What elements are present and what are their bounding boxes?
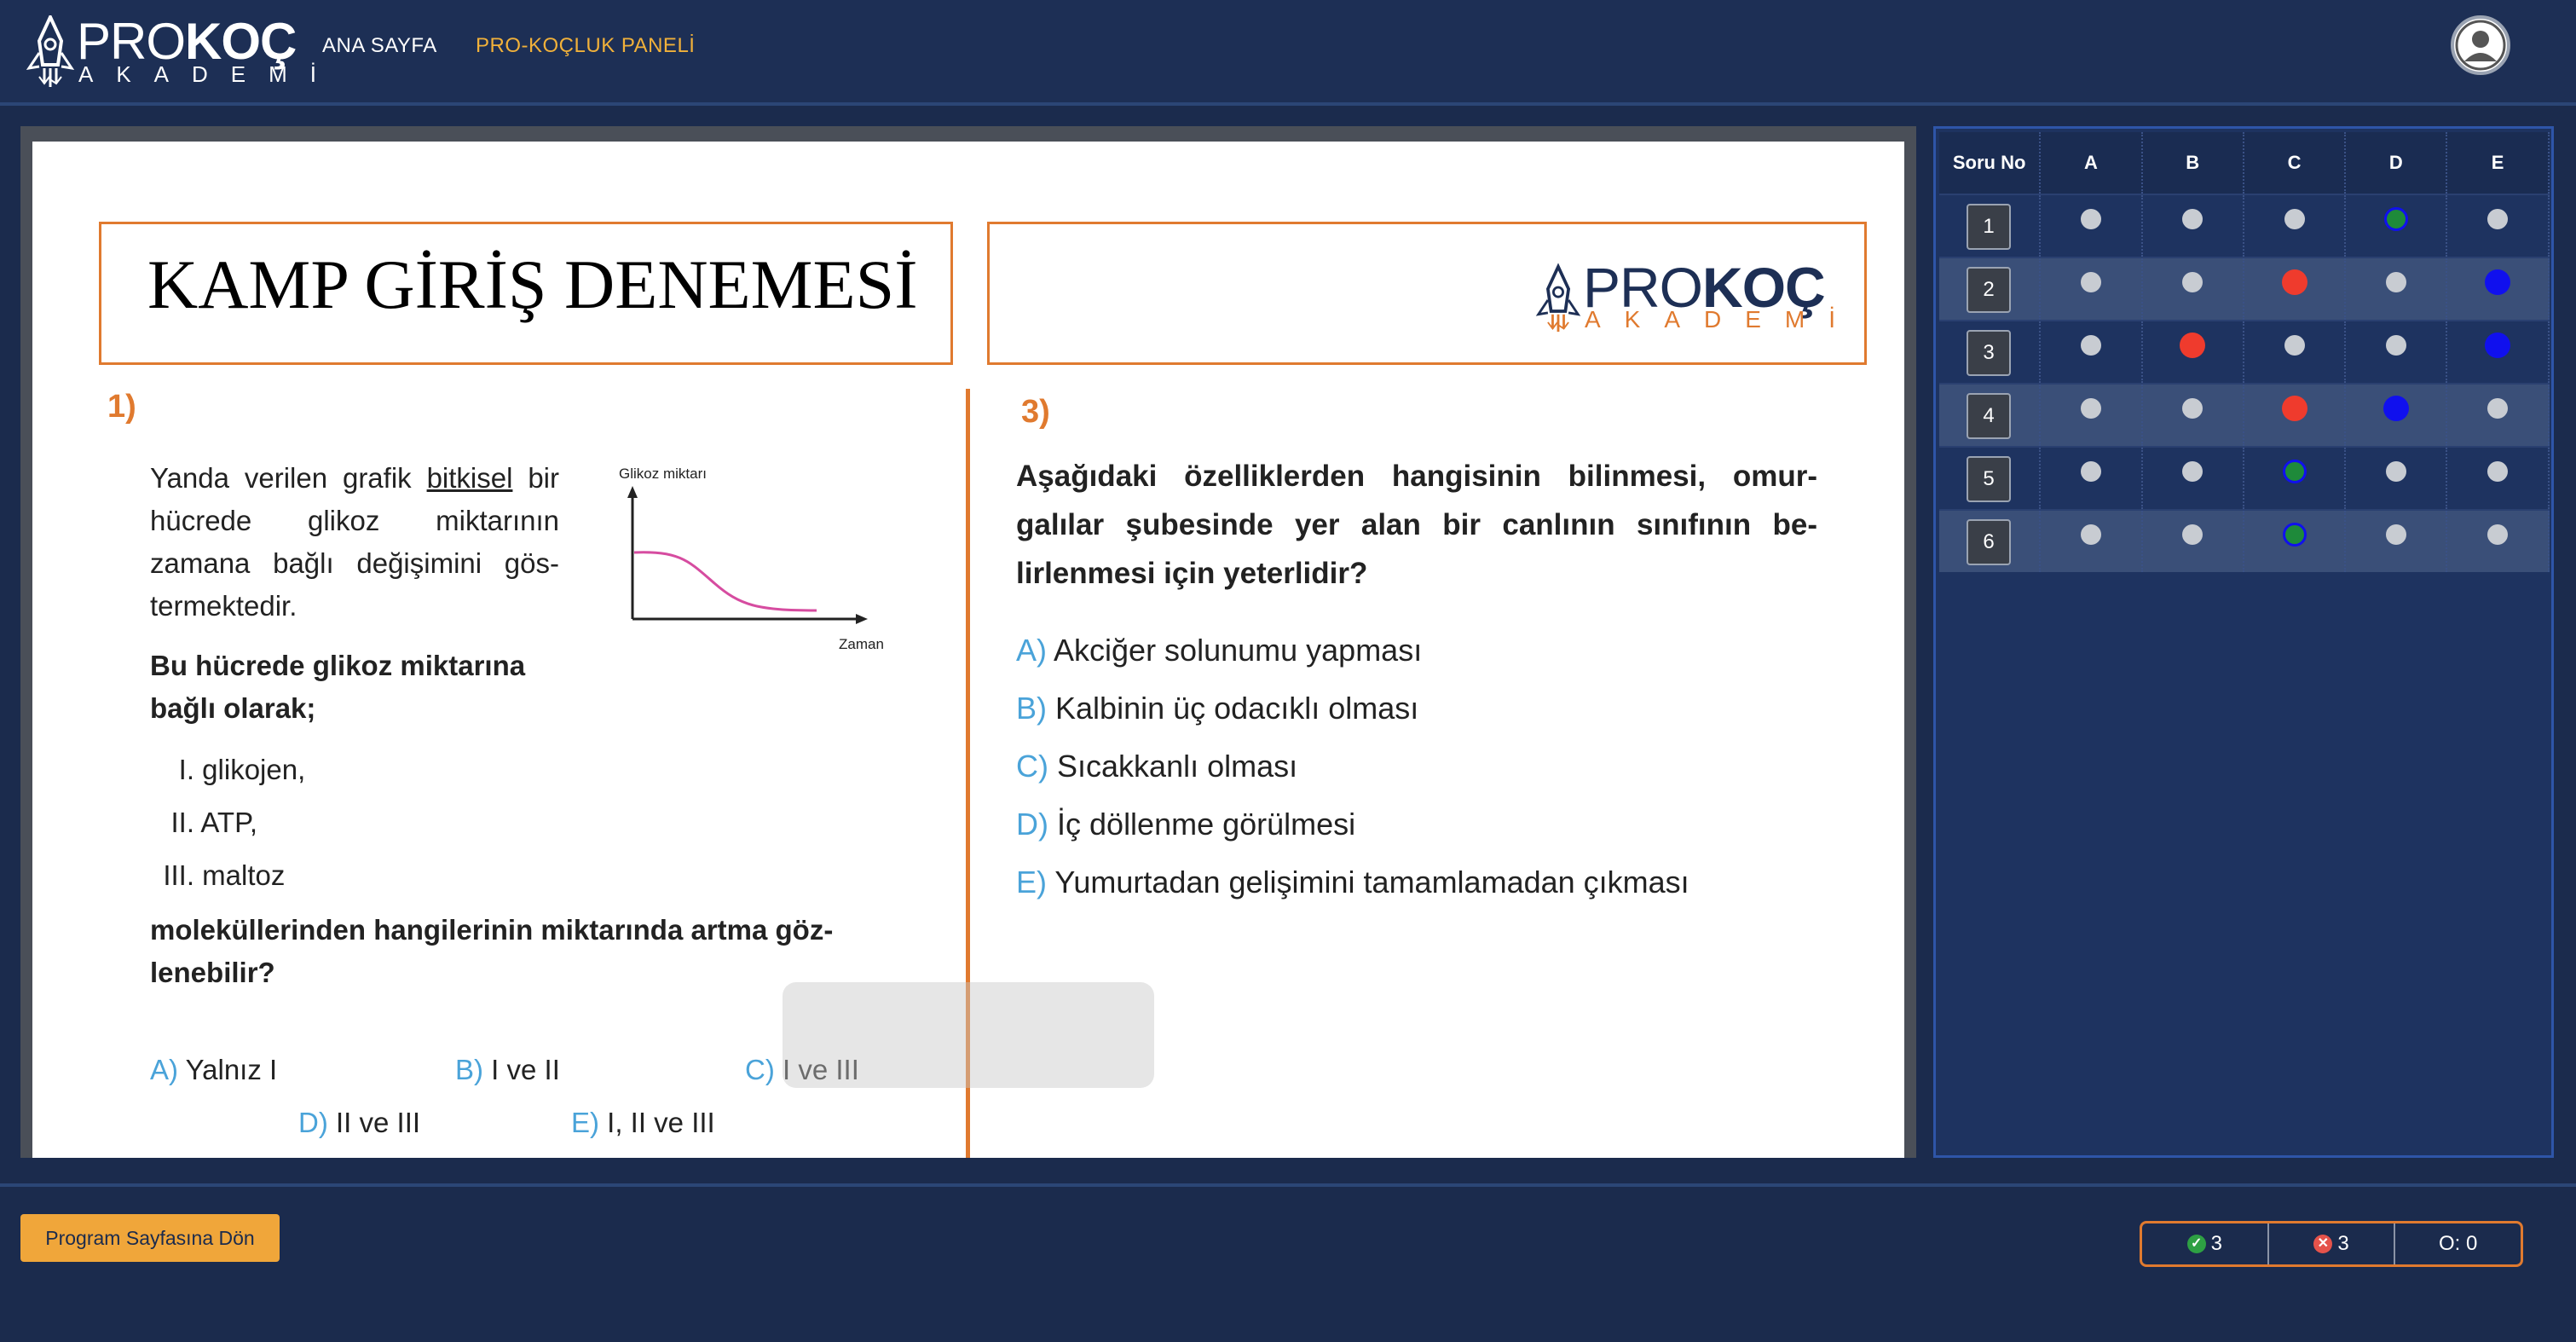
question-number-button[interactable]: 2 (1967, 267, 2011, 313)
user-icon (2454, 19, 2507, 72)
graph-y-arrow (627, 486, 638, 498)
graph-plot (586, 466, 893, 636)
answer-cell-c[interactable] (2244, 321, 2346, 383)
answer-bubble-empty[interactable] (2284, 209, 2305, 229)
answer-bubble-empty[interactable] (2081, 461, 2101, 482)
answer-bubble-empty[interactable] (2182, 209, 2203, 229)
question-1-stem: Bu hücrede glikoz miktarına bağlı olarak; (150, 650, 526, 724)
document-viewer[interactable] (20, 126, 1916, 1158)
answer-cell-b[interactable] (2143, 195, 2244, 257)
answer-bubble-red[interactable] (2282, 269, 2307, 295)
answer-cell-e[interactable] (2447, 385, 2549, 446)
question-1-option-c: C) I ve III (745, 1054, 859, 1085)
answer-bubble-empty[interactable] (2081, 335, 2101, 356)
answer-cell-c[interactable] (2244, 448, 2346, 509)
question-number-cell (1939, 195, 2041, 257)
answer-bubble-blue[interactable] (2485, 269, 2510, 295)
exam-logo-subtitle: AKADEMİ (1585, 306, 1860, 333)
answer-cell-e[interactable] (2447, 258, 2549, 320)
answer-bubble-empty[interactable] (2386, 524, 2406, 545)
top-bar (0, 0, 2576, 102)
back-to-program-button[interactable]: Program Sayfasına Dön (20, 1214, 280, 1262)
answer-bubble-empty[interactable] (2386, 335, 2406, 356)
answer-row-5 (1939, 446, 2550, 509)
answer-cell-e[interactable] (2447, 448, 2549, 509)
answer-cell-d[interactable] (2346, 195, 2447, 257)
answer-cell-b[interactable] (2143, 511, 2244, 572)
answer-cell-b[interactable] (2143, 385, 2244, 446)
answer-bubble-empty[interactable] (2081, 524, 2101, 545)
answer-bubble-blue[interactable] (2383, 396, 2409, 421)
answer-cell-e[interactable] (2447, 511, 2549, 572)
answer-bubble-empty[interactable] (2081, 398, 2101, 419)
question-1-item: I. glikojen, II. ATP, III. maltoz (163, 754, 306, 891)
nav-pro-kocluk-paneli[interactable]: PRO-KOÇLUK PANELİ (476, 34, 696, 57)
answer-cell-d[interactable] (2346, 511, 2447, 572)
answer-grid-header (1939, 132, 2550, 194)
page-toolbar-overlay (783, 982, 1154, 1088)
x-circle-icon: ✕ (2313, 1235, 2332, 1253)
question-number-cell (1939, 321, 2041, 383)
header-choice-c: C (2244, 132, 2346, 194)
answer-bubble-empty[interactable] (2182, 398, 2203, 419)
header-choice-a: A (2041, 132, 2142, 194)
answer-bubble-green[interactable] (2384, 207, 2408, 231)
answer-cell-e[interactable] (2447, 321, 2549, 383)
answer-bubble-empty[interactable] (2487, 398, 2508, 419)
empty-count: O: 0 (2439, 1232, 2478, 1255)
header-soru-no: Soru No (1939, 132, 2041, 194)
question-number-cell (1939, 258, 2041, 320)
question-1-option-b: B) I ve II (455, 1054, 560, 1085)
logo-subtitle: AKADEMİ (78, 61, 340, 87)
answer-cell-a[interactable] (2041, 195, 2142, 257)
answer-bubble-empty[interactable] (2487, 524, 2508, 545)
answer-cell-c[interactable] (2244, 511, 2346, 572)
answer-bubble-empty[interactable] (2386, 272, 2406, 292)
answer-cell-d[interactable] (2346, 321, 2447, 383)
logo-wordmark: PROKOÇ (77, 13, 297, 70)
answer-cell-a[interactable] (2041, 448, 2142, 509)
answer-cell-a[interactable] (2041, 511, 2142, 572)
check-circle-icon: ✓ (2187, 1235, 2206, 1253)
header-choice-b: B (2143, 132, 2244, 194)
answer-row-4 (1939, 383, 2550, 446)
answer-bubble-green[interactable] (2283, 460, 2307, 483)
graph-curve (634, 552, 817, 610)
answer-cell-c[interactable] (2244, 195, 2346, 257)
exam-title-box (99, 222, 953, 365)
wrong-count: ✕ 3 (2269, 1223, 2396, 1264)
answer-row-6 (1939, 509, 2550, 572)
question-number-cell (1939, 385, 2041, 446)
question-number-button[interactable]: 4 (1967, 393, 2011, 439)
graph-x-arrow (856, 614, 868, 624)
answer-cell-b[interactable] (2143, 321, 2244, 383)
graph-y-label: Glikoz miktarı (619, 466, 707, 482)
answer-cell-d[interactable] (2346, 385, 2447, 446)
exam-page (32, 142, 1904, 1158)
glucose-graph (586, 466, 893, 653)
answer-rows (1939, 194, 2550, 572)
question-3-option-c: C) Sıcakkanlı olması (1016, 749, 1298, 784)
question-1-option-e: E) I, II ve III (571, 1107, 715, 1138)
answer-bubble-red[interactable] (2282, 396, 2307, 421)
answer-row-2 (1939, 257, 2550, 320)
question-number-button[interactable]: 3 (1967, 330, 2011, 376)
question-1-question: moleküllerinden hangilerinin miktarında artma gözlenebilir? (150, 914, 834, 988)
rocket-icon (26, 15, 75, 89)
exam-logo (1535, 255, 1859, 340)
question-1-intro: Yanda verilen grafik bitkisel bir hücrede glikoz miktarının zamana bağlı değişimini göstermektedir. (150, 462, 560, 622)
question-1-number: 1) (107, 389, 136, 425)
answer-bubble-empty[interactable] (2182, 461, 2203, 482)
answer-bubble-empty[interactable] (2487, 461, 2508, 482)
answer-cell-b[interactable] (2143, 448, 2244, 509)
answer-cell-d[interactable] (2346, 258, 2447, 320)
answer-bubble-blue[interactable] (2485, 333, 2510, 358)
question-3-option-a: A) Akciğer solunumu yapması (1016, 633, 1423, 668)
question-1-option-d: D) II ve III (298, 1107, 421, 1138)
answer-cell-e[interactable] (2447, 195, 2549, 257)
answer-bubble-green[interactable] (2283, 523, 2307, 547)
user-avatar[interactable] (2451, 15, 2510, 75)
question-number-button[interactable]: 1 (1967, 204, 2011, 250)
answer-cell-b[interactable] (2143, 258, 2244, 320)
answer-cell-c[interactable] (2244, 385, 2346, 446)
exam-logo-wordmark: PROKOÇ (1583, 256, 1825, 319)
question-3-option-d: D) İç döllenme görülmesi (1016, 807, 1356, 842)
answer-row-3 (1939, 320, 2550, 383)
question-3-option-b: B) Kalbinin üç odacıklı olması (1016, 691, 1419, 726)
answer-cell-a[interactable] (2041, 321, 2142, 383)
answer-bubble-empty[interactable] (2386, 461, 2406, 482)
answer-bubble-empty[interactable] (2487, 209, 2508, 229)
exam-logo-box (987, 222, 1867, 365)
score-summary (2140, 1221, 2523, 1267)
answer-row-1 (1939, 194, 2550, 257)
answer-bubble-empty[interactable] (2284, 335, 2305, 356)
nav-ana-sayfa[interactable]: ANA SAYFA (322, 34, 437, 57)
header-divider (0, 102, 2576, 106)
answer-bubble-empty[interactable] (2081, 272, 2101, 292)
answer-bubble-red[interactable] (2180, 333, 2205, 358)
answer-bubble-empty[interactable] (2182, 524, 2203, 545)
rocket-icon (1535, 258, 1581, 340)
answer-cell-d[interactable] (2346, 448, 2447, 509)
exam-title: KAMP GİRİŞ DENEMESİ (147, 246, 918, 323)
question-3-number: 3) (1021, 394, 1050, 430)
answer-cell-c[interactable] (2244, 258, 2346, 320)
question-number-button[interactable]: 6 (1967, 519, 2011, 565)
question-number-cell (1939, 511, 2041, 572)
graph-x-label: Zaman (839, 636, 884, 652)
header-choice-e: E (2447, 132, 2549, 194)
question-number-cell (1939, 448, 2041, 509)
answer-cell-a[interactable] (2041, 258, 2142, 320)
question-3-option-e: E) Yumurtadan gelişimini tamamlamadan çıkması (1016, 865, 1689, 899)
question-number-button[interactable]: 5 (1967, 456, 2011, 502)
answer-bubble-empty[interactable] (2081, 209, 2101, 229)
answer-grid (1939, 132, 2550, 572)
answer-bubble-empty[interactable] (2182, 272, 2203, 292)
answer-sheet-panel (1933, 126, 2554, 1158)
answer-cell-a[interactable] (2041, 385, 2142, 446)
header-choice-d: D (2346, 132, 2447, 194)
prokoc-logo[interactable] (26, 12, 340, 89)
question-3-text: Aşağıdaki özelliklerden hangisinin bilinmesi, omurgalılar şubesinde yer alan bir canlının sınıfının belirlenmesi için yeterlidir? (1016, 460, 1817, 590)
question-1-option-a: A) Yalnız I (150, 1054, 278, 1085)
correct-count: ✓ 3 (2142, 1223, 2269, 1264)
